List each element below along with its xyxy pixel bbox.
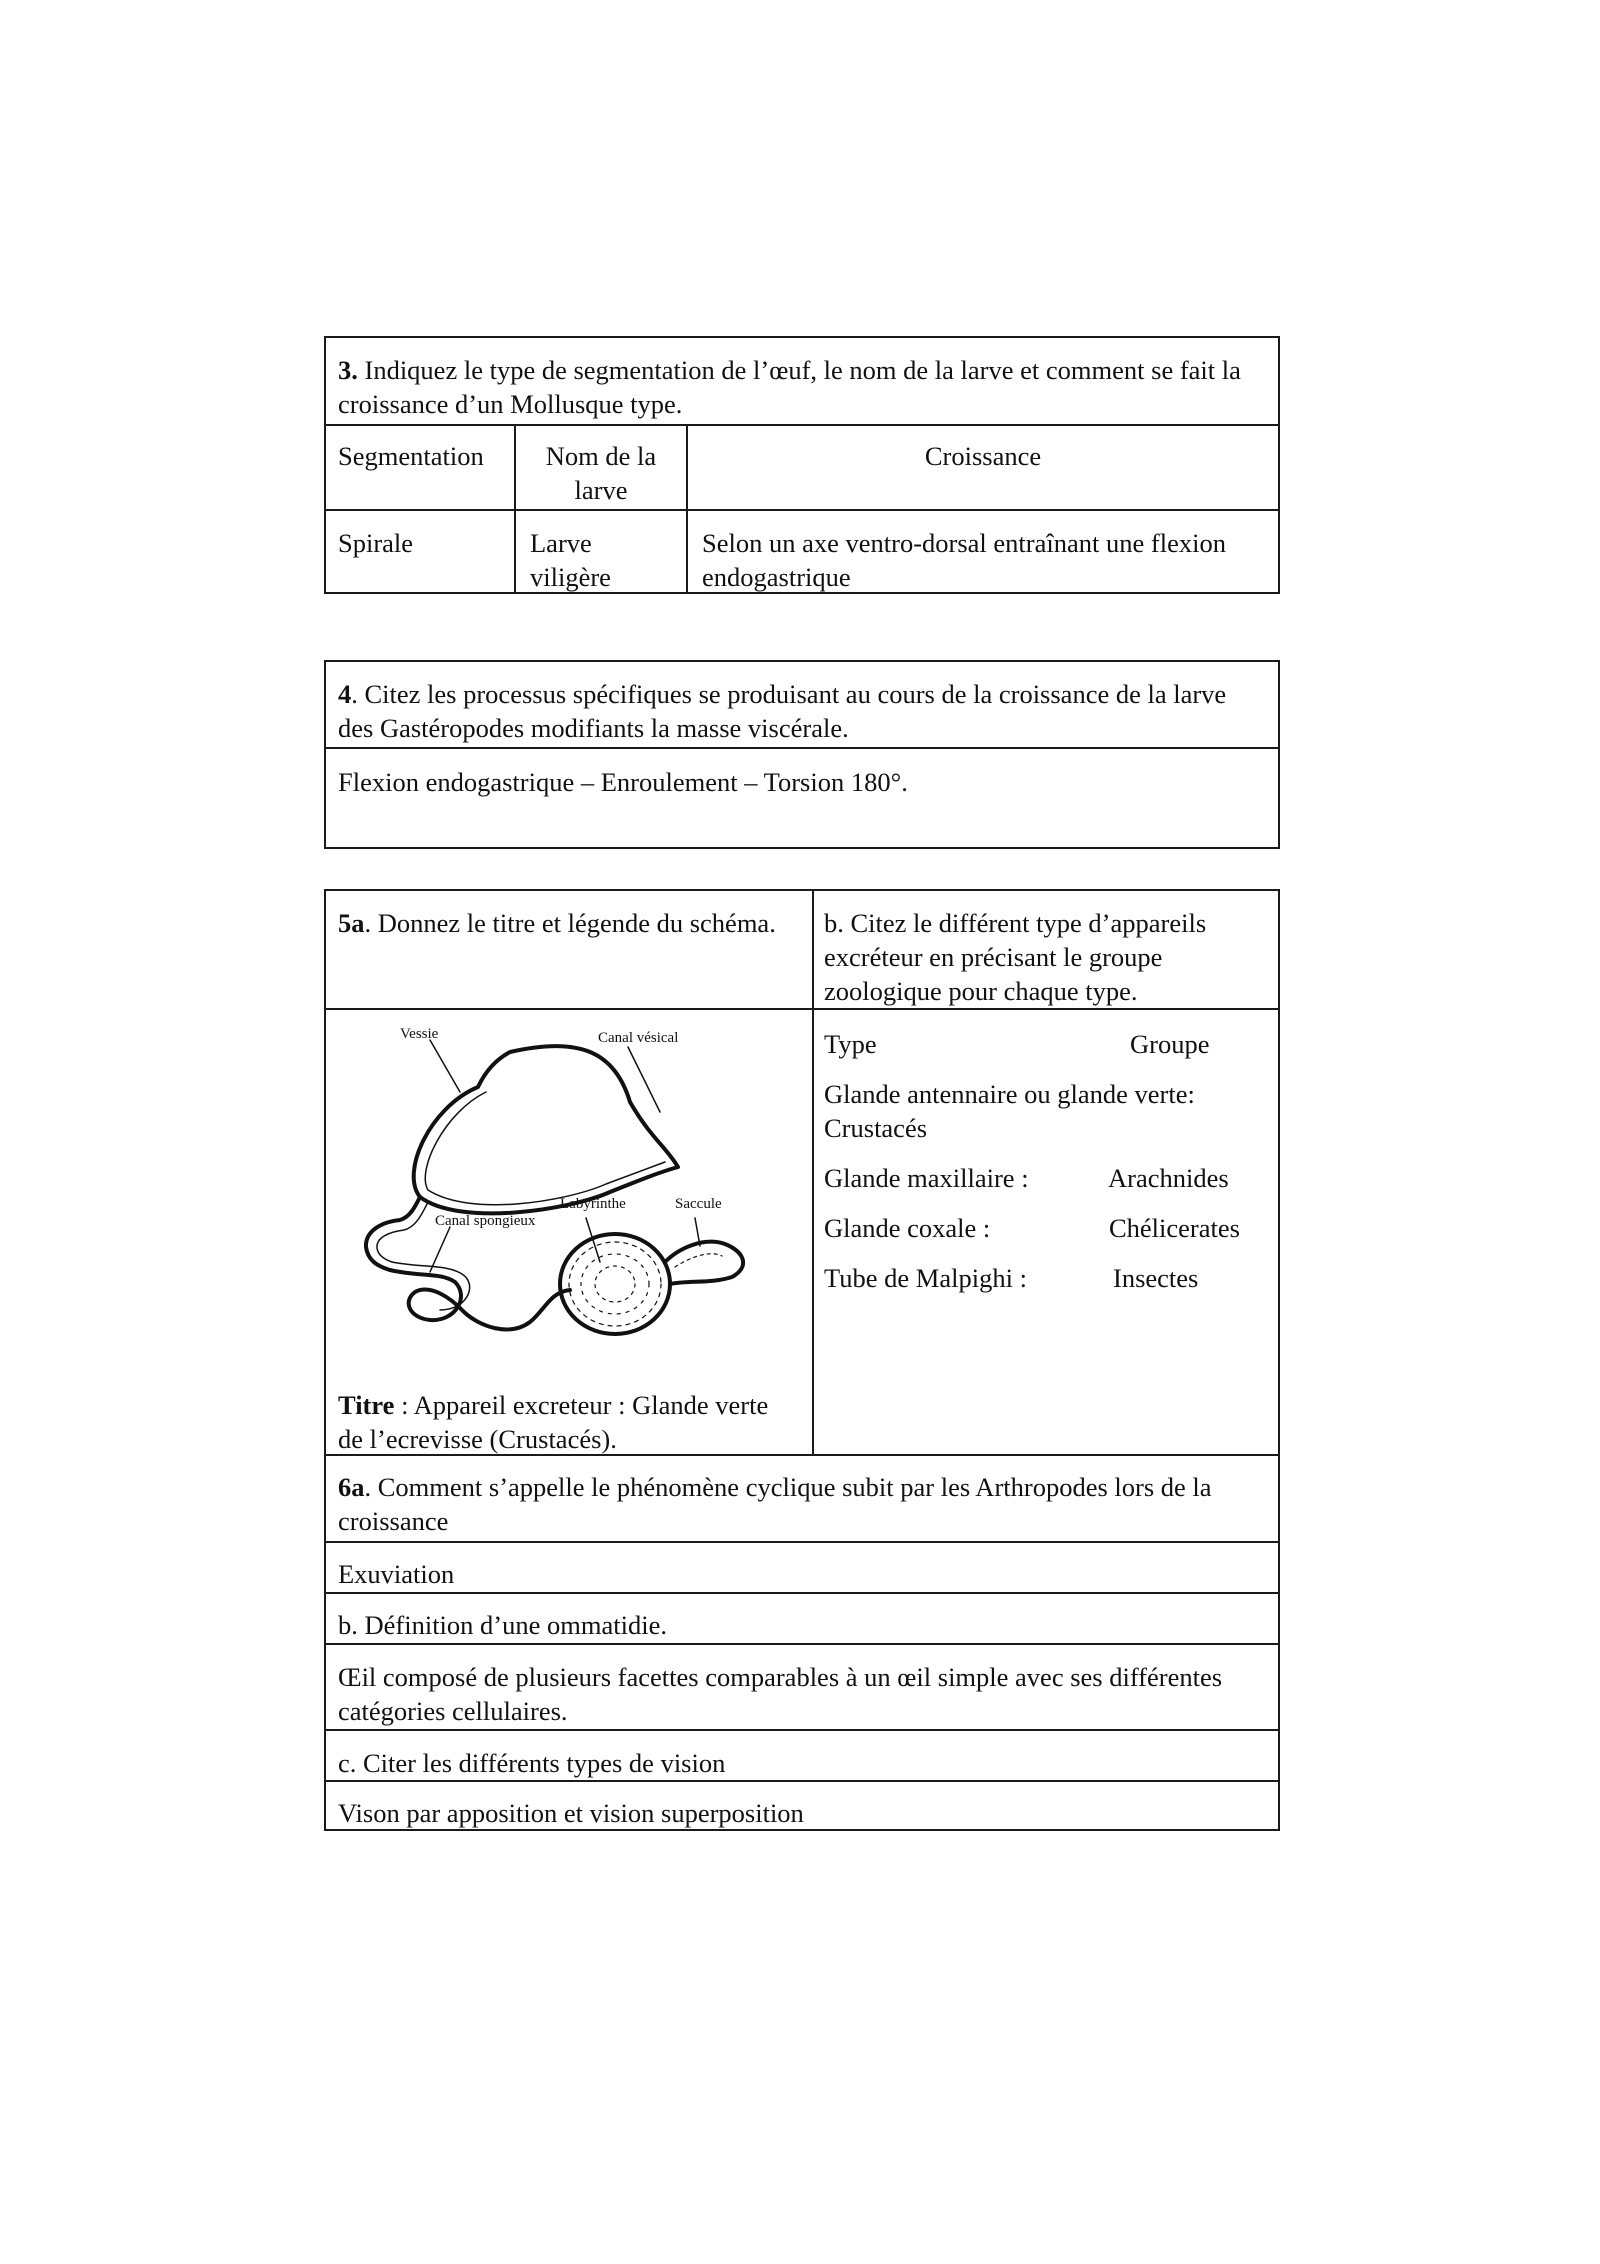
q3-question [326,353,1278,421]
q3-answer-croissance: Selon un axe ventro-dorsal entraînant une flexion endogastrique [702,528,1226,592]
q6a-answer: Exuviation [338,1559,455,1589]
label-saccule: Saccule [675,1196,722,1212]
q4-block [324,660,1280,849]
q5b-row-type: Glande antennaire ou glande verte: Crustacés [824,1079,1195,1143]
q3-header-croissance: Croissance [924,441,1042,471]
q6a-number: 6a [338,1472,365,1502]
q5b-header-groupe: Groupe [1130,1029,1210,1059]
q4-question-text: . Citez les processus spécifiques se produisant au cours de la croissance de la larve des Gastéropodes modifiants la masse viscérale. [338,679,1227,743]
q6a-question [338,1470,1268,1538]
label-canal-vesical: Canal vésical [598,1030,679,1046]
q4-number: 4 [338,679,352,709]
q3-number: 3. [338,355,358,385]
q5b-question: b. Citez le différent type d’appareils excréteur en précisant le groupe zoologique pour chaque type. [824,908,1207,1006]
q5a-number: 5a [338,908,365,938]
q5b-row-group: Arachnides [1108,1163,1229,1193]
green-gland-diagram [360,1022,790,1352]
title-text: : Appareil excreteur : Glande verte de l’ecrevisse (Crustacés). [338,1390,769,1454]
q6c-answer: Vison par apposition et vision superposition [338,1798,804,1828]
q5a-answer-title [338,1388,798,1456]
q3-block [324,336,1280,594]
bladder-outline [414,1046,678,1213]
labyrinth [560,1234,670,1334]
spongy-canal [390,1270,570,1329]
title-label: Titre [338,1390,395,1420]
label-labyrinthe: Labyrinthe [560,1196,626,1212]
q3-question-text: Indiquez le type de segmentation de l’œuf, le nom de la larve et comment se fait la croissance d’un Mollusque type. [338,355,1241,419]
q6c-question: c. Citer les différents types de vision [338,1748,726,1778]
q6b-question: b. Définition d’une ommatidie. [338,1610,667,1640]
q4-answer: Flexion endogastrique – Enroulement – Torsion 180°. [338,767,908,797]
label-canal-spongieux: Canal spongieux [435,1213,536,1229]
q3-answer-segmentation: Spirale [338,528,414,558]
saccule [665,1242,743,1284]
label-vessie: Vessie [400,1026,439,1042]
q6a-question-text: . Comment s’appelle le phénomène cyclique subit par les Arthropodes lors de la croissance [338,1472,1212,1536]
q6b-answer: Œil composé de plusieurs facettes comparables à un œil simple avec ses différentes catégories cellulaires. [338,1662,1223,1726]
q4-question [326,677,1278,745]
q5-q6-block [324,889,1280,1831]
q3-header-segmentation: Segmentation [338,441,484,471]
q5a-question-text: . Donnez le titre et légende du schéma. [364,908,776,938]
q5b-row-type: Tube de Malpighi : [824,1263,1027,1293]
q5b-header-type: Type [824,1029,877,1059]
q5b-row-type: Glande coxale : [824,1213,991,1243]
q5b-row-type: Glande maxillaire : [824,1163,1029,1193]
q5b-row-group: Chélicerates [1109,1213,1240,1243]
q3-answer-larve: Larve viligère [530,528,611,592]
q5a-question [338,906,798,940]
q5b-row-group: Insectes [1113,1263,1199,1293]
q3-header-larve: Nom de la larve [545,441,657,505]
